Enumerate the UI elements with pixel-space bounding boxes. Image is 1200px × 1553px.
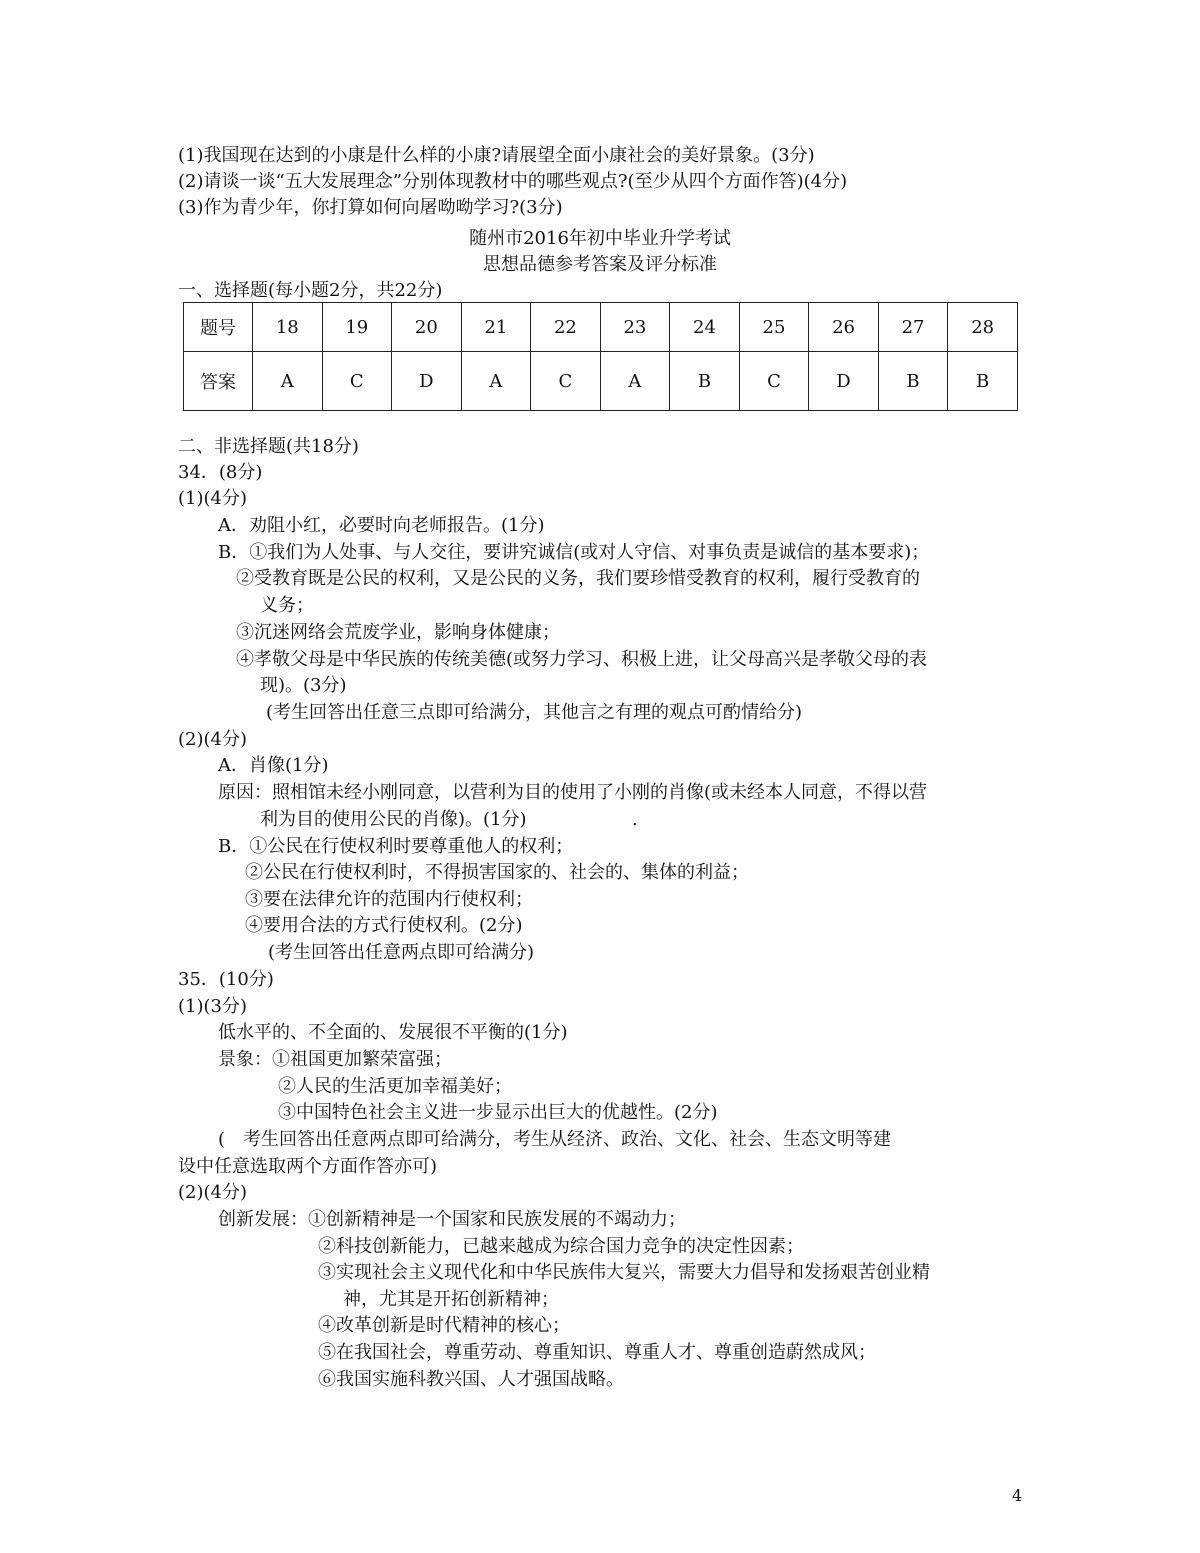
answer-cell: C	[531, 352, 601, 411]
question-number-cell: 24	[670, 303, 740, 352]
answer-line: 低水平的、不全面的、发展很不平衡的(1分)	[218, 1022, 568, 1043]
question-number-cell: 21	[461, 303, 531, 352]
answer-cell: A	[253, 352, 323, 411]
scoring-note: 设中任意选取两个方面作答亦可)	[178, 1156, 438, 1177]
question-3: (3)作为青少年，你打算如何向屠呦呦学习?(3分)	[178, 197, 563, 218]
document-title: 随州市2016年初中毕业升学考试	[469, 228, 731, 249]
answer-line: ②科技创新能力，已越来越成为综合国力竞争的决定性因素；	[318, 1236, 804, 1257]
document-subtitle: 思想品德参考答案及评分标准	[483, 254, 717, 275]
answer-line: ②人民的生活更加幸福美好；	[278, 1076, 512, 1097]
answer-line: ⑤在我国社会，尊重劳动、尊重知识、尊重人才、尊重创造蔚然成风；	[318, 1342, 876, 1363]
answer-line: ⑥我国实施科教兴国、人才强国战略。	[318, 1369, 624, 1390]
answer-line: 34．(8分)	[178, 462, 263, 483]
answer-line: 创新发展：①创新精神是一个国家和民族发展的不竭动力；	[218, 1209, 686, 1230]
section-heading-nonchoice: 二、非选择题(共18分)	[178, 436, 359, 457]
answer-line: ②受教育既是公民的权利，又是公民的义务，我们要珍惜受教育的权利，履行受教育的	[236, 568, 920, 589]
answer-line: ④改革创新是时代精神的核心；	[318, 1315, 570, 1336]
answer-cell: D	[392, 352, 462, 411]
page-number: 4	[1012, 1486, 1023, 1505]
question-number-cell: 20	[392, 303, 462, 352]
answer-line: ④要用合法的方式行使权利。(2分)	[245, 915, 523, 936]
answer-line: 神，尤其是开拓创新精神；	[343, 1289, 559, 1310]
answer-line: A．劝阻小红，必要时向老师报告。(1分)	[218, 515, 545, 536]
row-label-answer: 答案	[184, 352, 253, 411]
answer-line: 利为目的使用公民的肖像)。(1分)	[260, 809, 527, 830]
answer-line: B．①我们为人处事、与人交往，要讲究诚信(或对人守信、对事负责是诚信的基本要求)；	[218, 542, 930, 563]
answer-line: 景象：①祖国更加繁荣富强；	[218, 1049, 452, 1070]
answer-line: ②公民在行使权利时，不得损害国家的、社会的、集体的利益；	[245, 862, 749, 883]
answer-line: (1)(4分)	[178, 488, 247, 509]
answer-table	[183, 302, 1018, 411]
table-row-question-numbers	[184, 303, 1018, 352]
answer-cell: B	[878, 352, 948, 411]
answer-line: 35．(10分)	[178, 969, 274, 990]
answer-line: ③沉迷网络会荒废学业，影响身体健康；	[236, 622, 560, 643]
question-number-cell: 23	[600, 303, 670, 352]
question-1: (1)我国现在达到的小康是什么样的小康?请展望全面小康社会的美好景象。(3分)	[178, 145, 815, 166]
table-row-answers	[184, 352, 1018, 411]
answer-cell: C	[739, 352, 809, 411]
question-number-cell: 19	[322, 303, 392, 352]
answer-line: (2)(4分)	[178, 729, 247, 750]
answer-line: B．①公民在行使权利时要尊重他人的权利；	[218, 836, 574, 857]
answer-cell: D	[809, 352, 879, 411]
section-heading-choice: 一、选择题(每小题2分，共22分)	[178, 280, 443, 301]
answer-line: ③中国特色社会主义进一步显示出巨大的优越性。(2分)	[278, 1102, 718, 1123]
question-number-cell: 18	[253, 303, 323, 352]
stray-mark: .	[632, 809, 638, 830]
answer-cell: C	[322, 352, 392, 411]
answer-line: ③实现社会主义现代化和中华民族伟大复兴，需要大力倡导和发扬艰苦创业精	[318, 1262, 930, 1283]
question-number-cell: 26	[809, 303, 879, 352]
answer-line: (2)(4分)	[178, 1182, 247, 1203]
scoring-note: (考生回答出任意三点即可给满分，其他言之有理的观点可酌情给分)	[266, 702, 803, 723]
question-2: (2)请谈一谈“五大发展理念”分别体现教材中的哪些观点?(至少从四个方面作答)(4分)	[178, 171, 848, 192]
answer-line: 原因：照相馆未经小刚同意，以营利为目的使用了小刚的肖像(或未经本人同意，不得以营	[218, 782, 928, 803]
question-number-cell: 25	[739, 303, 809, 352]
question-number-cell: 27	[878, 303, 948, 352]
answer-line: 现)。(3分)	[260, 675, 347, 696]
scoring-note: ( 考生回答出任意两点即可给满分，考生从经济、政治、文化、社会、生态文明等建	[218, 1129, 892, 1150]
answer-cell: B	[670, 352, 740, 411]
question-number-cell: 28	[948, 303, 1018, 352]
answer-line: ③要在法律允许的范围内行使权利；	[245, 889, 533, 910]
question-number-cell: 22	[531, 303, 601, 352]
answer-line: ④孝敬父母是中华民族的传统美德(或努力学习、积极上进，让父母高兴是孝敬父母的表	[236, 649, 928, 670]
answer-cell: A	[600, 352, 670, 411]
answer-cell: A	[461, 352, 531, 411]
answer-line: (1)(3分)	[178, 996, 247, 1017]
scoring-note: (考生回答出任意两点即可给满分)	[268, 942, 535, 963]
row-label-question-number: 题号	[184, 303, 253, 352]
answer-line: 义务；	[260, 595, 314, 616]
answer-line: A．肖像(1分)	[218, 755, 329, 776]
answer-cell: B	[948, 352, 1018, 411]
